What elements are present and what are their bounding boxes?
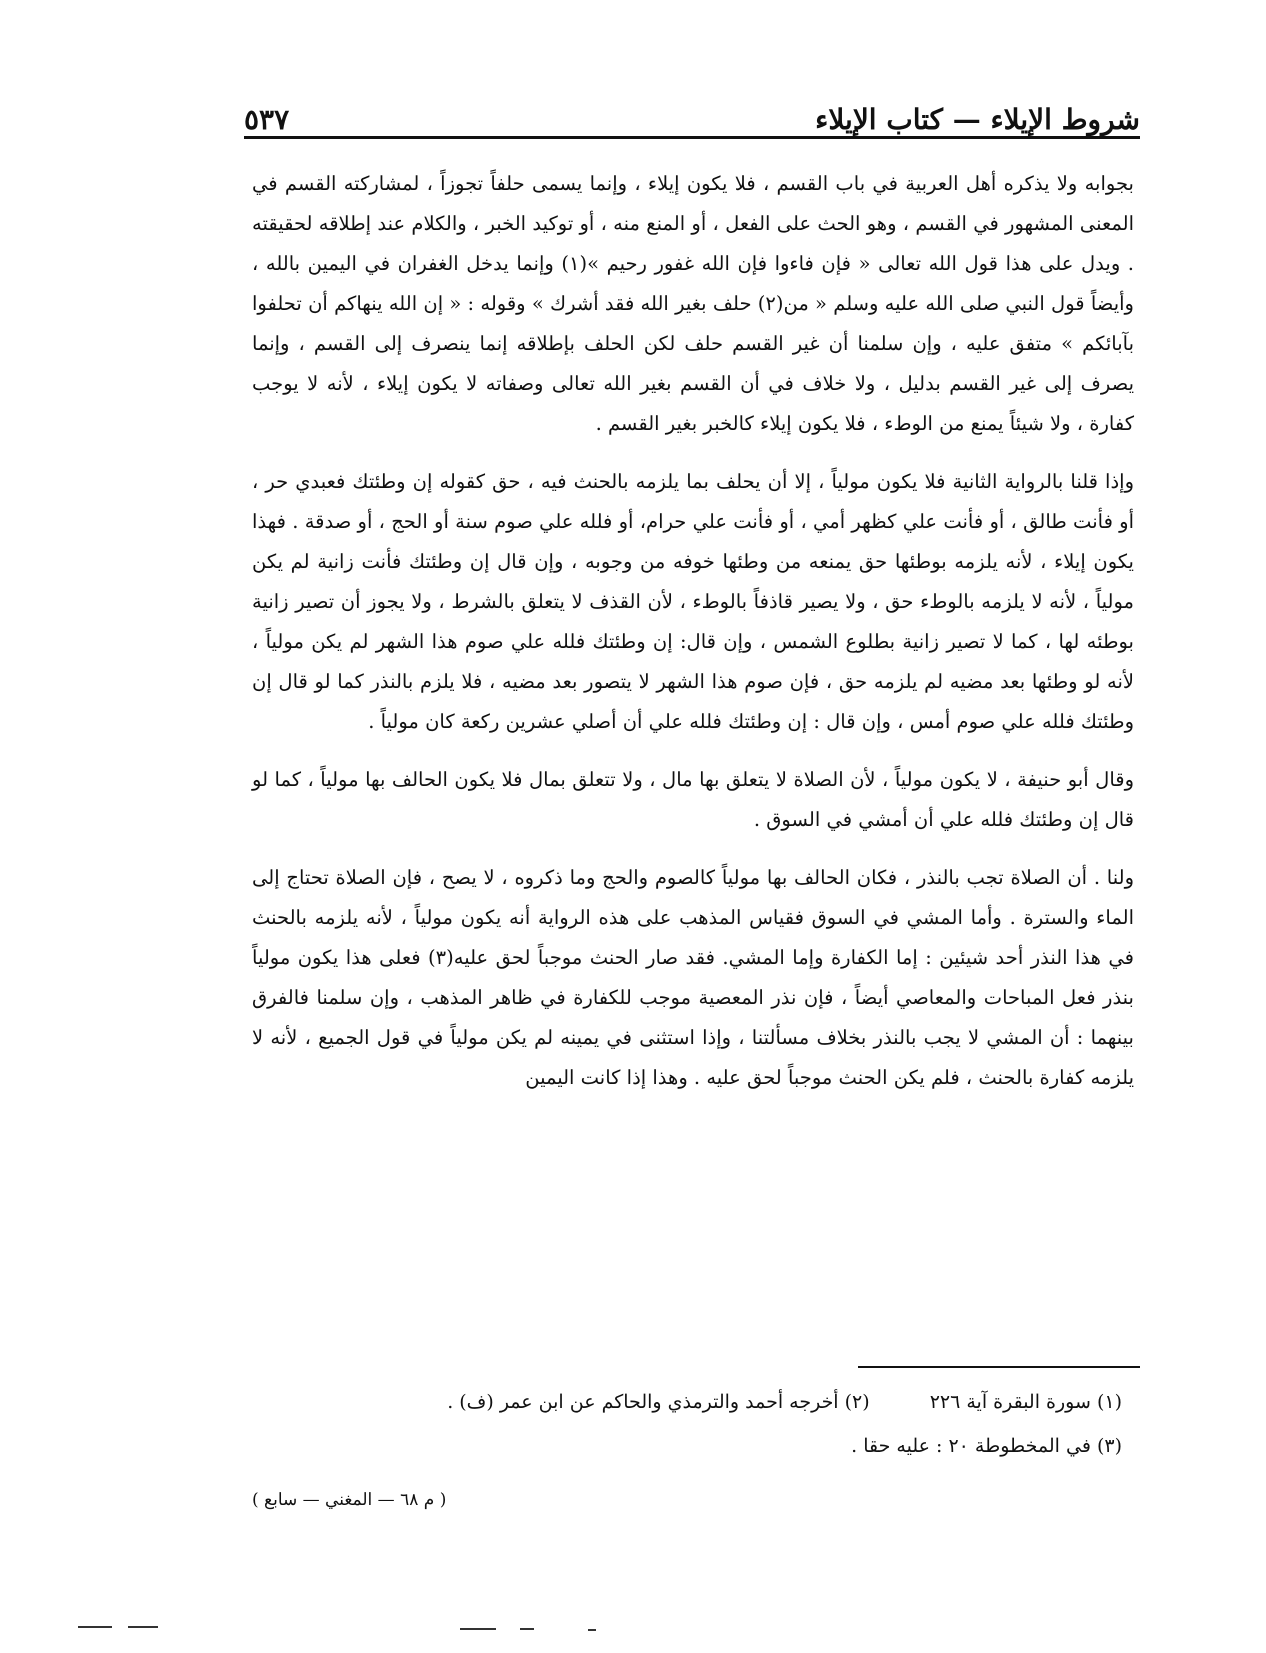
paragraph-3: وقال أبو حنيفة ، لا يكون مولياً ، لأن الصلاة لا يتعلق بها مال ، ولا تتعلق بمال فلا يكون الحالف بها مولياً ، كما لو قال إن وطئتك فلله علي أن أمشي في السوق . — [252, 768, 1134, 831]
scan-mark — [460, 1628, 496, 1630]
main-text — [252, 164, 1134, 1116]
paragraph-2: وإذا قلنا بالرواية الثانية فلا يكون مولياً ، إلا أن يحلف بما يلزمه بالحنث فيه ، حق كقوله إن وطئتك فعبدي حر ، أو فأنت طالق ، أو فأنت علي كظهر أمي ، أو فأنت علي حرام، أو فلله علي صوم سنة أو الحج ، أو صدقة . فهذا يكون إيلاء ، لأنه يلزمه بوطئها حق يمنعه من وطئها خوفه من وجوبه ، وإن قال إن وطئتك فأنت زانية لم يكن مولياً ، لأنه لا يلزمه بالوطء حق ، ولا يصير قاذفاً بالوطء ، لأن القذف لا يتعلق بالشرط ، ولا يجوز أن تصير زانية بوطئه لها ، كما لا تصير زانية بطلوع الشمس ، وإن قال: إن وطئتك فلله علي صوم هذا الشهر لم يكن مولياً ، لأنه لو وطئها بعد مضيه لم يلزمه حق ، فإن صوم هذا الشهر لا يتصور بعد مضيه ، فلا يلزم بالنذر كما لو قال إن وطئتك فلله علي صوم أمس ، وإن قال : إن وطئتك فلله علي أن أصلي عشرين ركعة كان مولياً . — [252, 470, 1134, 733]
paragraph-1: بجوابه ولا يذكره أهل العربية في باب القسم ، فلا يكون إيلاء ، وإنما يسمى حلفاً تجوزاً ، لمشاركته القسم في المعنى المشهور في القسم ، وهو الحث على الفعل ، أو المنع منه ، أو توكيد الخبر ، والكلام عند إطلاقه لحقيقته . ويدل على هذا قول الله تعالى « فإن فاءوا فإن الله غفور رحيم »(١) وإنما يدخل الغفران في اليمين بالله ، وأيضاً قول النبي صلى الله عليه وسلم « من(٢) حلف بغير الله فقد أشرك » وقوله : « إن الله ينهاكم أن تحلفوا بآبائكم » متفق عليه ، وإن سلمنا أن غير القسم حلف لكن الحلف بإطلاقه إنما ينصرف إلى القسم ، وإنما يصرف إلى غير القسم بدليل ، ولا خلاف في أن القسم بغير الله تعالى وصفاته لا يكون إيلاء ، لأنه لا يوجب كفارة ، ولا شيئاً يمنع من الوطء ، فلا يكون إيلاء كالخبر بغير القسم . — [252, 172, 1134, 435]
scan-mark — [128, 1626, 158, 1628]
footnote-1: (١) سورة البقرة آية ٢٢٦ — [929, 1391, 1122, 1413]
scan-mark — [588, 1629, 596, 1631]
footnote-2: (٢) أخرجه أحمد والترمذي والحاكم عن ابن عمر (ف) . — [447, 1391, 870, 1413]
header-rule — [244, 136, 1140, 139]
scan-mark — [520, 1628, 534, 1630]
volume-signature: ( م ٦٨ — المغني — سابع ) — [252, 1490, 447, 1510]
footnotes — [252, 1380, 1122, 1468]
footnote-rule — [858, 1366, 1140, 1368]
footnote-row-1 — [252, 1380, 1122, 1424]
running-title: شروط الإيلاء — كتاب الإيلاء — [815, 103, 1140, 136]
paragraph-4: ولنا . أن الصلاة تجب بالنذر ، فكان الحالف بها مولياً كالصوم والحج وما ذكروه ، لا يصح ، فإن الصلاة تحتاج إلى الماء والسترة . وأما المشي في السوق فقياس المذهب على هذه الرواية أنه يكون مولياً ، لأنه يلزمه بالحنث في هذا النذر أحد شيئين : إما الكفارة وإما المشي. فقد صار الحنث موجباً لحق عليه(٣) فعلى هذا يكون مولياً بنذر فعل المباحات والمعاصي أيضاً ، فإن نذر المعصية موجب للكفارة في ظاهر المذهب ، وإن سلمنا فالفرق بينهما : أن المشي لا يجب بالنذر بخلاف مسألتنا ، وإذا استثنى في يمينه لم يكن مولياً في قول الجميع ، لأنه لا يلزمه كفارة بالحنث ، فلم يكن الحنث موجباً لحق عليه . وهذا إذا كانت اليمين — [252, 866, 1134, 1089]
footnote-3: (٣) في المخطوطة ٢٠ : عليه حقا . — [851, 1435, 1122, 1457]
page-number: ٥٣٧ — [244, 103, 290, 136]
page-header — [244, 88, 1140, 136]
scan-mark — [78, 1626, 112, 1628]
